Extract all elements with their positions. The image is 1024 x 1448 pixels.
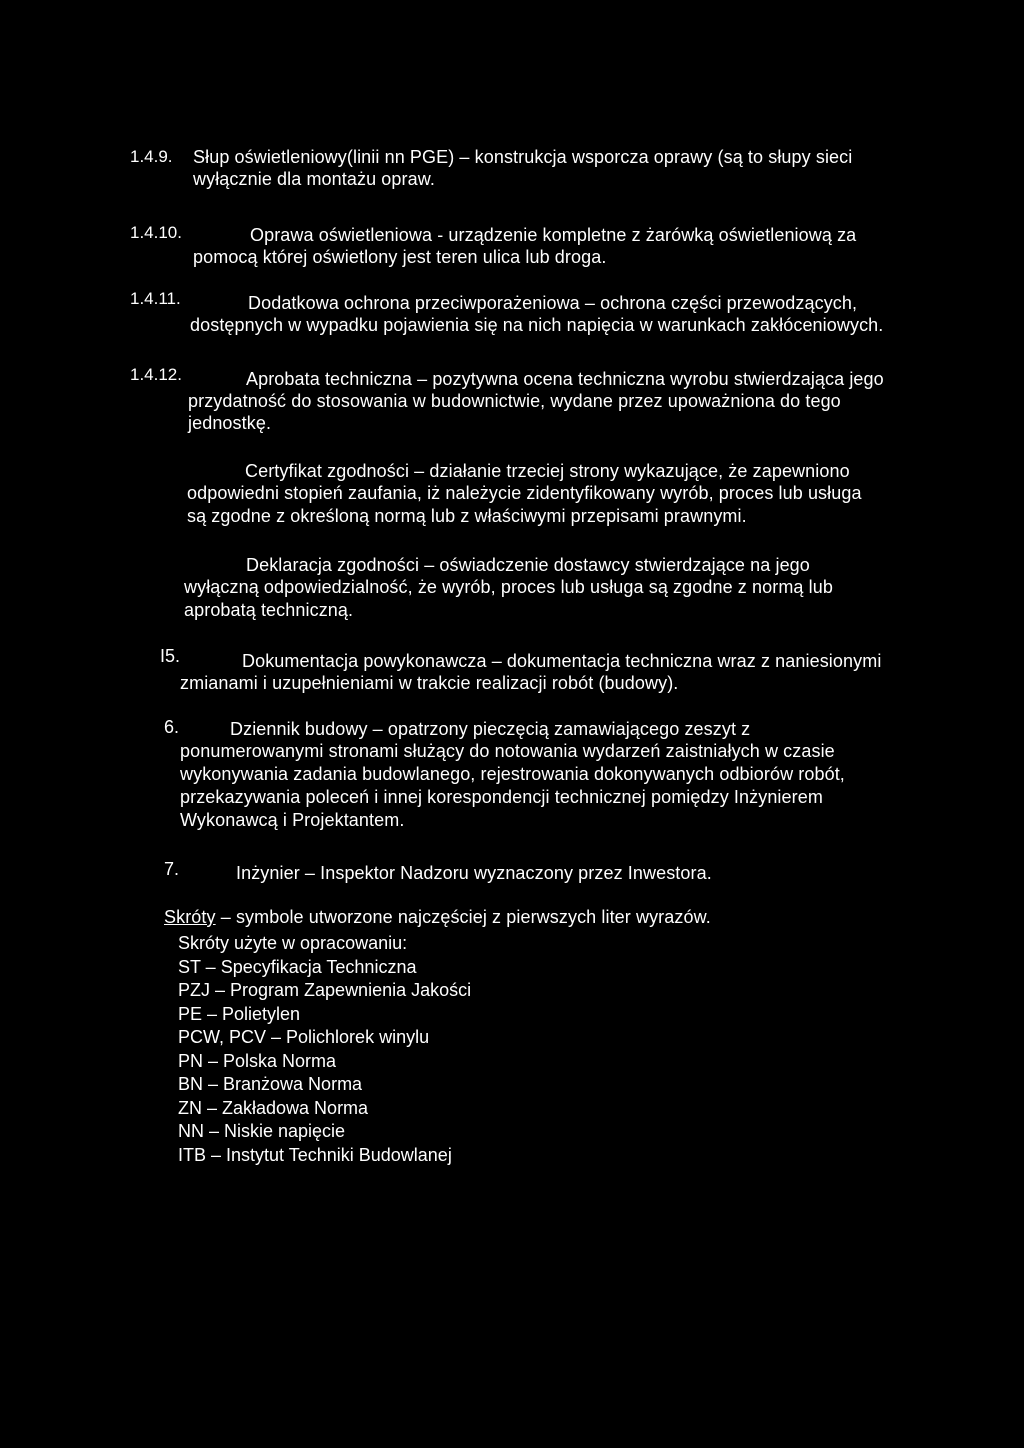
abbreviation-item: ZN – Zakładowa Norma: [178, 1097, 369, 1118]
definition-line: Deklaracja zgodności – oświadczenie dostawcy stwierdzające na jego: [246, 555, 810, 575]
abbreviation-item: PE – Polietylen: [178, 1003, 301, 1024]
definition-line: przekazywania poleceń i innej korespondencji technicznej pomiędzy Inżynierem: [180, 787, 823, 807]
definition-line: wyłącznie dla montażu opraw.: [193, 169, 435, 189]
definition-line: Oprawa oświetleniowa - urządzenie kompletne z żarówką oświetleniową za: [250, 225, 857, 245]
abbreviation-item: PCW, PCV – Polichlorek winylu: [178, 1027, 430, 1047]
abbreviations-heading-line: [164, 906, 711, 928]
definition-text: [236, 862, 712, 884]
definition-line: Inżynier – Inspektor Nadzoru wyznaczony przez Inwestora.: [236, 863, 712, 883]
abbreviations-heading-term: Skróty: [164, 907, 216, 927]
definition-line: wyłączną odpowiedzialność, że wyrób, proces lub usługa są zgodne z normą lub: [184, 577, 833, 597]
definition-text: [193, 224, 856, 268]
definition-line: Słup oświetleniowy(linii nn PGE) – konstrukcja wsporcza oprawy (są to słupy sieci: [193, 147, 853, 167]
definition-number: I5.: [160, 646, 181, 666]
definition-number: 6.: [164, 717, 180, 737]
abbreviation-item: ST – Specyfikacja Techniczna: [178, 956, 417, 977]
definition-line: Wykonawcą i Projektantem.: [180, 810, 405, 830]
abbreviations-list: [178, 932, 471, 1167]
definition-number: 1.4.10.: [130, 223, 182, 242]
abbreviation-item: PN – Polska Norma: [178, 1050, 337, 1071]
definition-line: ponumerowanymi stronami służący do notowania wydarzeń zaistniałych w czasie: [180, 741, 835, 761]
abbreviation-item: BN – Branżowa Norma: [178, 1074, 363, 1094]
definition-text: [184, 554, 833, 622]
abbreviation-item: ITB – Instytut Techniki Budowlanej: [178, 1144, 452, 1165]
definition-line: aprobatą techniczną.: [184, 600, 354, 620]
definition-line: Aprobata techniczna – pozytywna ocena techniczna wyrobu stwierdzająca jego: [246, 369, 884, 389]
definition-line: Dziennik budowy – opatrzony pieczęcią zamawiającego zeszyt z: [230, 719, 751, 739]
abbreviations-intro: Skróty użyte w opracowaniu:: [178, 933, 408, 953]
abbreviations-heading-rest: – symbole utworzone najczęściej z pierwszych liter wyrazów.: [215, 907, 711, 927]
definition-text: [180, 718, 845, 832]
definition-line: pomocą której oświetlony jest teren ulica lub droga.: [193, 247, 607, 267]
definition-line: przydatność do stosowania w budownictwie, wydane przez upoważniona do tego: [188, 391, 841, 411]
abbreviation-item: PZJ – Program Zapewnienia Jakości: [178, 980, 472, 1000]
definition-line: Dokumentacja powykonawcza – dokumentacja techniczna wraz z naniesionymi: [242, 651, 882, 671]
definition-line: Dodatkowa ochrona przeciwporażeniowa – ochrona części przewodzących,: [248, 293, 858, 313]
definition-line: dostępnych w wypadku pojawienia się na nich napięcia w warunkach zakłóceniowych.: [190, 315, 884, 335]
definition-number: 1.4.12.: [130, 365, 182, 384]
abbreviation-item: NN – Niskie napięcie: [178, 1121, 346, 1141]
definition-line: wykonywania zadania budowlanego, rejestrowania dokonywanych odbiorów robót,: [180, 764, 845, 784]
definition-number: 1.4.9.: [130, 147, 173, 166]
definition-line: odpowiedni stopień zaufania, iż należycie zidentyfikowany wyrób, proces lub usługa: [187, 483, 862, 503]
definition-number: 1.4.11.: [130, 289, 181, 308]
abbreviations-heading: [164, 906, 711, 928]
definition-line: zmianami i uzupełnieniami w trakcie realizacji robót (budowy).: [180, 673, 679, 693]
definition-text: [193, 146, 852, 190]
definition-line: jednostkę.: [188, 413, 272, 433]
definition-text: [187, 460, 862, 528]
definition-line: Certyfikat zgodności – działanie trzeciej strony wykazujące, że zapewniono: [245, 461, 850, 481]
definition-text: [190, 292, 883, 336]
definition-number: 7.: [164, 859, 180, 879]
definition-text: [188, 368, 884, 434]
definition-line: są zgodne z określoną normą lub z właściwymi przepisami prawnymi.: [187, 506, 747, 526]
definition-text: [180, 650, 881, 695]
